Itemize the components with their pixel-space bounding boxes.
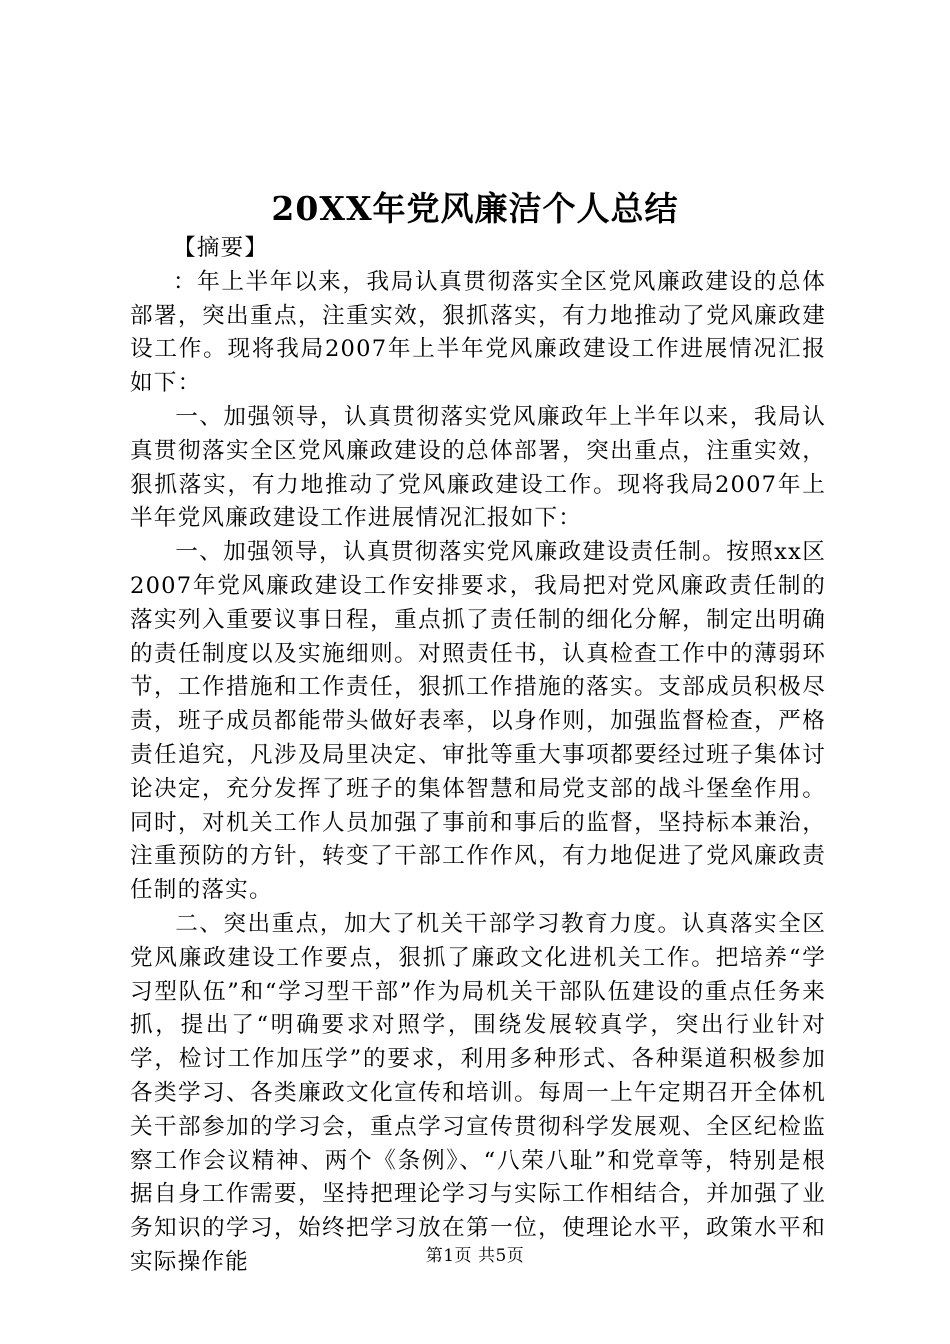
paragraph-summary: ：年上半年以来，我局认真贯彻落实全区党风廉政建设的总体部署，突出重点，注重实效，狠抓落实，有力地推动了党风廉政建设工作。现将我局2007年上半年党风廉政建设工作进展情况汇报如下： [130,268,826,397]
paragraph-3: 二、突出重点，加大了机关干部学习教育力度。认真落实全区党风廉政建设工作要点，狠抓了廉政文化进机关工作。把培养“学习型队伍”和“学习型干部”作为局机关干部队伍建设的重点任务来抓，提出了“明确要求对照学，围绕发展较真学，突出行业针对学，检讨工作加压学”的要求，利用多种形式、各种渠道积极参加各类学习、各类廉政文化宣传和培训。每周一上午定期召开全体机关干部参加的学习会，重点学习宣传贯彻科学发展观、全区纪检监察工作会议精神、两个《条例》、“八荣八耻”和党章等，特别是根据自身工作需要，坚持把理论学习与实际工作相结合，并加强了业务知识的学习，始终把学习放在第一位，使理论水平，政策水平和实际操作能 [130,910,826,1275]
page-number-footer: 第1页 共5页 [425,1246,525,1266]
document-title: 20XX年党风廉洁个人总结 [271,189,679,228]
summary-heading: 【摘要】 [172,235,269,261]
paragraph-1: 一、加强领导，认真贯彻落实党风廉政年上半年以来，我局认真贯彻落实全区党风廉政建设的总体部署，突出重点，注重实效，狠抓落实，有力地推动了党风廉政建设工作。现将我局2007年上半年党风廉政建设工作进展情况汇报如下： [130,403,826,532]
paragraph-2: 一、加强领导，认真贯彻落实党风廉政建设责任制。按照xx区2007年党风廉政建设工作安排要求，我局把对党风廉政责任制的落实列入重要议事日程，重点抓了责任制的细化分解，制定出明确的责任制度以及实施细则。对照责任书，认真检查工作中的薄弱环节，工作措施和工作责任，狠抓工作措施的落实。支部成员积极尽责，班子成员都能带头做好表率，以身作则，加强监督检查，严格责任追究，凡涉及局里决定、审批等重大事项都要经过班子集体讨论决定，充分发挥了班子的集体智慧和局党支部的战斗堡垒作用。同时，对机关工作人员加强了事前和事后的监督，坚持标本兼治，注重预防的方针，转变了干部工作作风，有力地促进了党风廉政责任制的落实。 [130,539,826,904]
document-body [130,232,826,1280]
